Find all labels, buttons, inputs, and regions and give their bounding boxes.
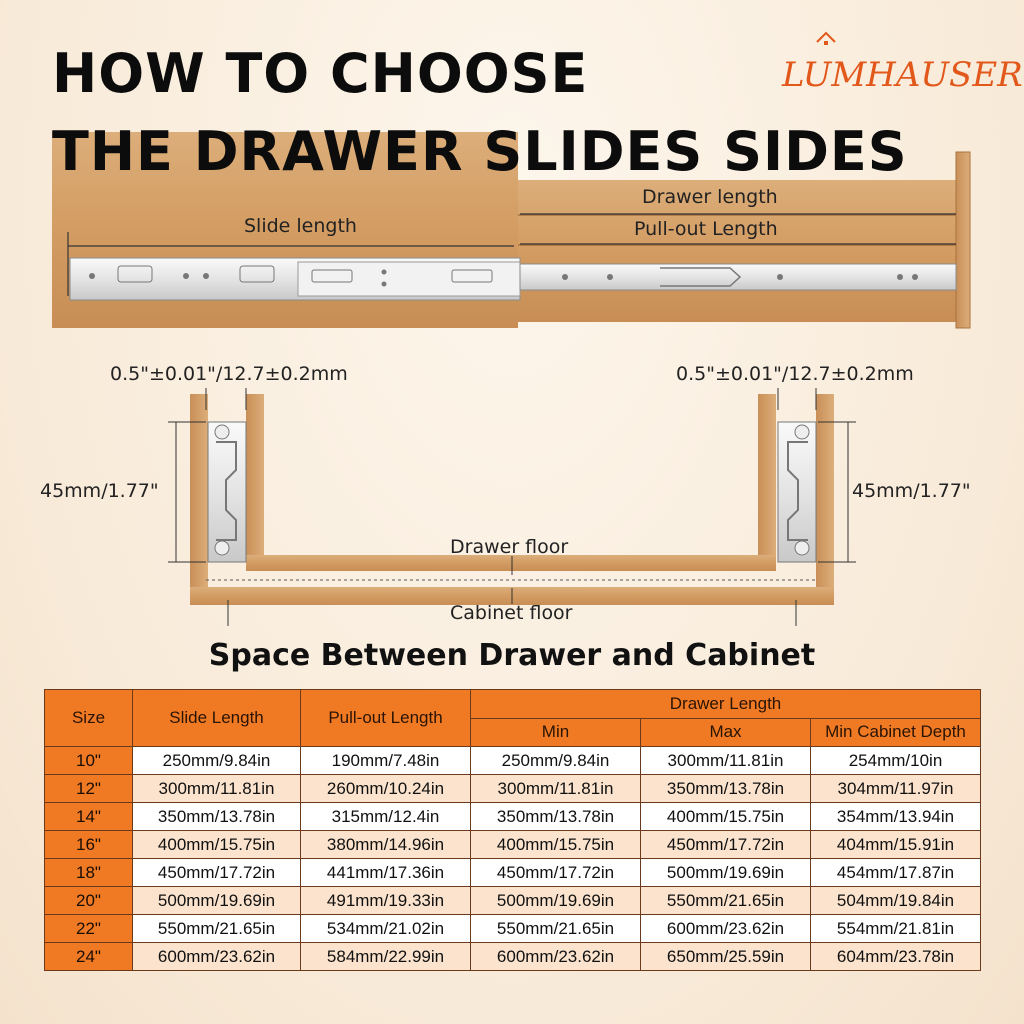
right-gap-label: 0.5"±0.01"/12.7±0.2mm <box>676 363 914 385</box>
page-title-line1: HOW TO CHOOSE <box>52 42 589 105</box>
pullout-length-label: Pull-out Length <box>634 218 778 240</box>
drawer-floor-label: Drawer floor <box>450 536 569 558</box>
left-gap-label: 0.5"±0.01"/12.7±0.2mm <box>110 363 348 385</box>
size-cell: 16" <box>45 831 133 859</box>
slide-rail-extension <box>520 264 956 290</box>
cabinet-right-wall <box>816 394 834 604</box>
header-min: Min <box>471 718 641 747</box>
table-row <box>45 887 981 915</box>
header-drawer-length: Drawer Length <box>471 690 981 719</box>
table-cell: 550mm/21.65in <box>133 915 301 943</box>
table-cell: 600mm/23.62in <box>471 943 641 971</box>
table-cell: 350mm/13.78in <box>471 803 641 831</box>
size-cell: 12" <box>45 775 133 803</box>
table-cell: 504mm/19.84in <box>811 887 981 915</box>
header-min-cabinet-depth: Min Cabinet Depth <box>811 718 981 747</box>
drawer-left-wall <box>246 394 264 570</box>
slide-length-label: Slide length <box>244 215 357 237</box>
table-row <box>45 803 981 831</box>
table-cell: 454mm/17.87in <box>811 859 981 887</box>
table-cell: 604mm/23.78in <box>811 943 981 971</box>
table-cell: 300mm/11.81in <box>133 775 301 803</box>
brand-logo: LUMHAUSER <box>782 55 1023 95</box>
header-slide-length: Slide Length <box>133 690 301 747</box>
size-cell: 10" <box>45 747 133 775</box>
cabinet-left-wall <box>190 394 208 604</box>
table-cell: 600mm/23.62in <box>133 943 301 971</box>
table-cell: 491mm/19.33in <box>301 887 471 915</box>
table-title: Space Between Drawer and Cabinet <box>208 638 816 673</box>
header-max: Max <box>641 718 811 747</box>
drawer-length-label: Drawer length <box>642 186 778 208</box>
cabinet-floor-label: Cabinet floor <box>450 602 573 624</box>
table-cell: 450mm/17.72in <box>133 859 301 887</box>
table-row <box>45 915 981 943</box>
left-height-label: 45mm/1.77" <box>40 480 159 502</box>
table-cell: 450mm/17.72in <box>641 831 811 859</box>
table-cell: 350mm/13.78in <box>133 803 301 831</box>
brand-house-icon <box>815 30 837 52</box>
table-cell: 650mm/25.59in <box>641 943 811 971</box>
table-cell: 550mm/21.65in <box>471 915 641 943</box>
table-row <box>45 943 981 971</box>
table-cell: 441mm/17.36in <box>301 859 471 887</box>
table-row <box>45 775 981 803</box>
slide-rail-inner <box>298 262 520 296</box>
table-cell: 400mm/15.75in <box>641 803 811 831</box>
table-row <box>45 859 981 887</box>
drawer-right-wall <box>758 394 776 570</box>
size-cell: 24" <box>45 943 133 971</box>
table-cell: 450mm/17.72in <box>471 859 641 887</box>
size-cell: 22" <box>45 915 133 943</box>
table-cell: 584mm/22.99in <box>301 943 471 971</box>
table-cell: 400mm/15.75in <box>471 831 641 859</box>
drawer-front <box>956 152 970 328</box>
size-cell: 14" <box>45 803 133 831</box>
table-cell: 500mm/19.69in <box>641 859 811 887</box>
table-cell: 500mm/19.69in <box>471 887 641 915</box>
table-cell: 254mm/10in <box>811 747 981 775</box>
table-cell: 250mm/9.84in <box>133 747 301 775</box>
table-cell: 554mm/21.81in <box>811 915 981 943</box>
table-cell: 300mm/11.81in <box>641 747 811 775</box>
table-cell: 500mm/19.69in <box>133 887 301 915</box>
table-cell: 250mm/9.84in <box>471 747 641 775</box>
table-cell: 304mm/11.97in <box>811 775 981 803</box>
table-cell: 534mm/21.02in <box>301 915 471 943</box>
table-cell: 190mm/7.48in <box>301 747 471 775</box>
header-pullout-length: Pull-out Length <box>301 690 471 747</box>
spec-table-body <box>45 747 981 971</box>
table-cell: 350mm/13.78in <box>641 775 811 803</box>
table-cell: 404mm/15.91in <box>811 831 981 859</box>
header-size: Size <box>45 690 133 747</box>
spec-table <box>44 689 981 971</box>
table-cell: 300mm/11.81in <box>471 775 641 803</box>
table-row <box>45 747 981 775</box>
right-height-label: 45mm/1.77" <box>852 480 971 502</box>
table-row <box>45 831 981 859</box>
table-cell: 550mm/21.65in <box>641 887 811 915</box>
page-title-line2: THE DRAWER SLIDES SIDES <box>52 120 908 183</box>
size-cell: 20" <box>45 887 133 915</box>
table-cell: 600mm/23.62in <box>641 915 811 943</box>
table-cell: 400mm/15.75in <box>133 831 301 859</box>
table-cell: 315mm/12.4in <box>301 803 471 831</box>
size-cell: 18" <box>45 859 133 887</box>
table-cell: 380mm/14.96in <box>301 831 471 859</box>
table-cell: 354mm/13.94in <box>811 803 981 831</box>
table-cell: 260mm/10.24in <box>301 775 471 803</box>
